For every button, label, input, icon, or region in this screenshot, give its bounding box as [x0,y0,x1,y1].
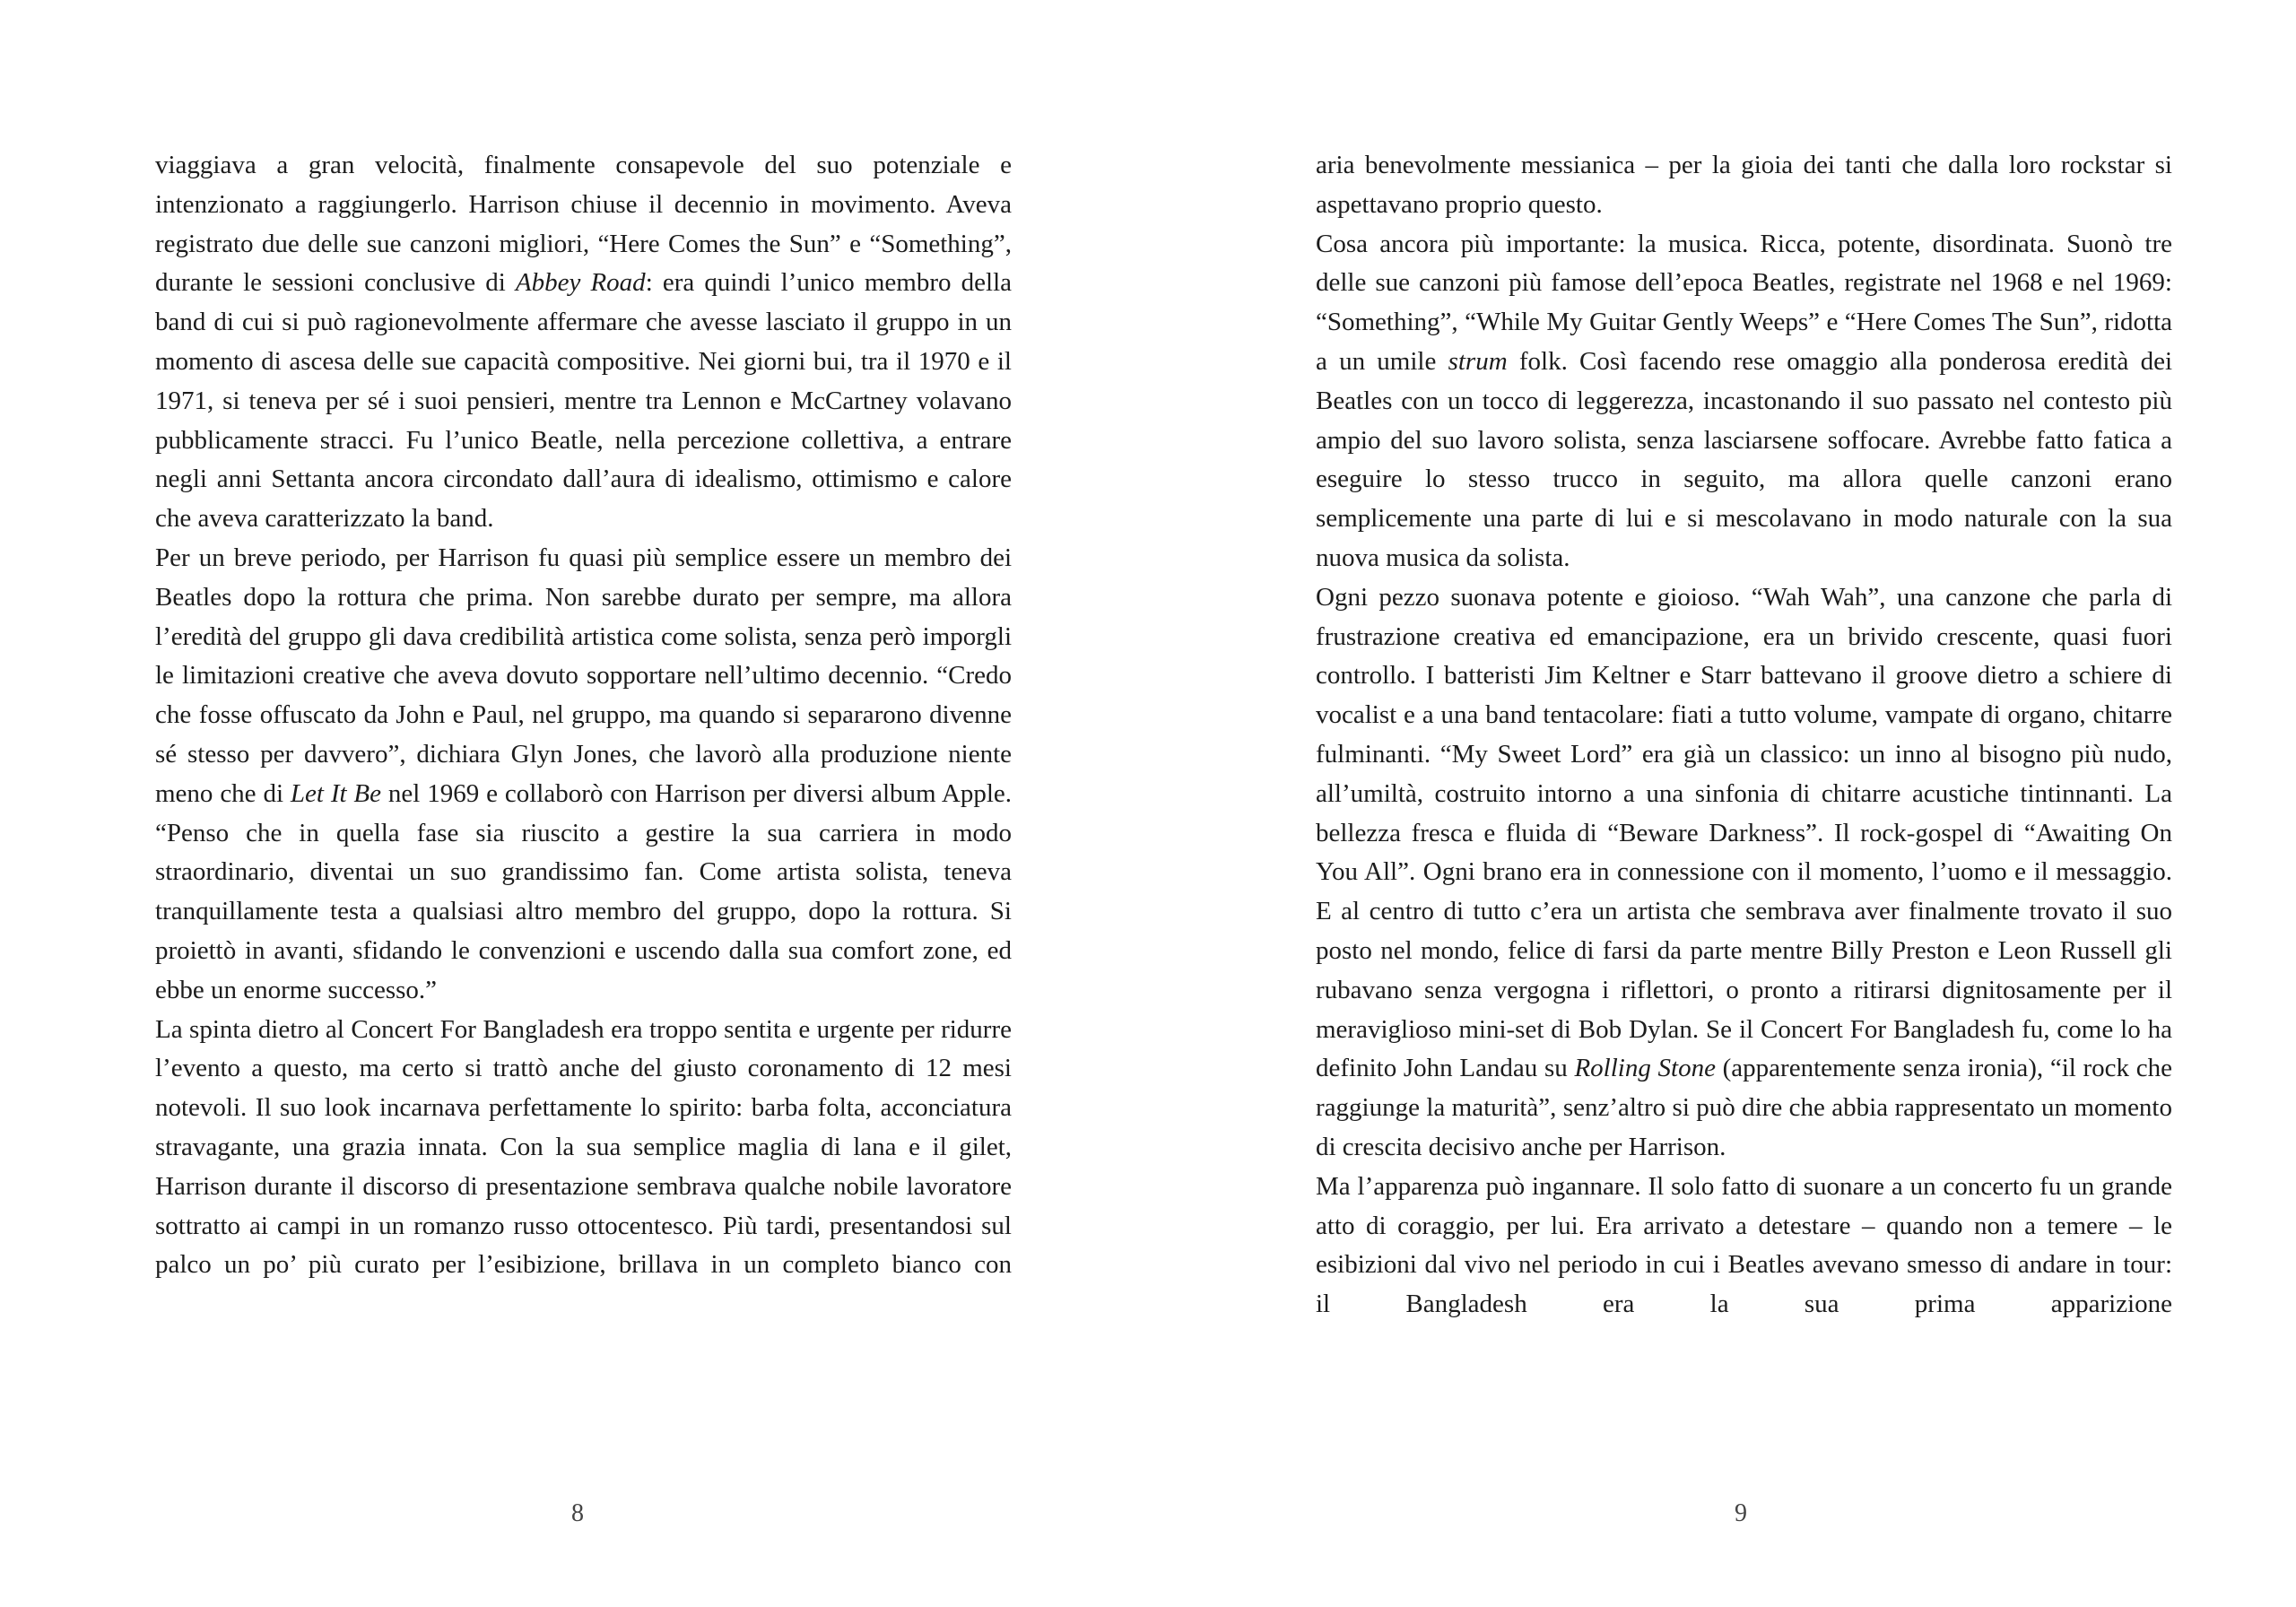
italic-title: Abbey Road [515,268,646,298]
page-number: 9 [1735,1499,1747,1527]
text-run: folk. Così facendo rese omaggio alla ponderosa eredità dei Beatles con un tocco di leggerezza, incastonando il suo passato nel contesto più ampio del suo lavoro solista, senza lasciarsene soffocare. Avrebbe fatto fatica a eseguire lo stesso trucco in seguito, ma allora quelle canzoni erano semplicemente una parte di lui e si mescolavano in modo naturale con la sua nuova musica da solista. [1316,346,2173,572]
paragraph [1316,1168,2172,1325]
paragraph [155,1011,1012,1286]
italic-title: Rolling Stone [1574,1054,1716,1083]
paragraph [1316,225,2172,578]
text-run: (apparentemente senza ironia), “il rock che raggiunge la maturità”, senz’altro si può dire che abbia rappresentato un momento di crescita decisivo anche per Harrison. [1316,1054,2172,1161]
paragraph [155,539,1012,1011]
text-run: La spinta dietro al Concert For Bangladesh era troppo sentita e urgente per ridurre l’evento a questo, ma certo si trattò anche del giusto coronamento di 12 mesi notevoli. Il suo look incarnava perfettamente lo spirito: barba folta, acconciatura stravagante, una grazia innata. Con la sua semplice maglia di lana e il gilet, Harrison durante il discorso di presentazione sembrava qualche nobile lavoratore sottratto ai campi in un romanzo russo ottocentesco. Più tardi, presentandosi sul palco un po’ più curato per l’esibizione, brillava in un completo bianco con [155,1014,1012,1280]
text-run: nel 1969 e collaborò con Harrison per diversi album Apple. “Penso che in quella fase sia riuscito a gestire la sua carriera in modo straordinario, diventai un suo grandissimo fan. Come artista solista, teneva tranquillamente testa a qualsiasi altro membro del gruppo, dopo la rottura. Si proiettò in avanti, sfidando le convenzioni e uscendo dalla sua comfort zone, ed ebbe un enorme successo.” [155,778,1013,1004]
text-run: viaggiava a gran velocità, finalmente consapevole del suo potenziale e intenzionato a raggiungerlo. Harrison chiuse il decennio in movimento. Aveva registrato due delle sue canzoni migliori, “Here Comes the Sun” e “Something”, durante le sessioni conclusive di [155,151,1012,298]
paragraph [1316,146,2172,225]
page-number: 8 [571,1499,584,1527]
right-page-body [1316,146,2172,1325]
text-run: : era quindi l’unico membro della band di cui si può ragionevolmente affermare che avesse lasciato il gruppo in un momento di ascesa delle sue capacità compositive. Nei giorni bui, tra il 1970 e il 1971, si teneva per sé i suoi pensieri, mentre tra Lennon e McCartney volavano pubblicamente stracci. Fu l’unico Beatle, nella percezione collettiva, a entrare negli anni Settanta ancora circondato dall’aura di idealismo, ottimismo e calore che aveva caratterizzato la band. [155,268,1012,534]
italic-title: Let It Be [290,778,382,808]
right-page [1148,0,2296,1607]
left-page-body [155,146,1012,1285]
text-run: Per un breve periodo, per Harrison fu quasi più semplice essere un membro dei Beatles dopo la rottura che prima. Non sarebbe durato per sempre, ma allora l’eredità del gruppo gli dava credibilità artistica come solista, senza però imporgli le limitazioni creative che aveva dovuto sopportare nell’ultimo decennio. “Credo che fosse offuscato da John e Paul, nel gruppo, ma quando si separarono divenne sé stesso per davvero”, dichiara Glyn Jones, che lavorò alla produzione niente meno che di [155,543,1012,808]
text-run: Cosa ancora più importante: la musica. Ricca, potente, disordinata. Suonò tre delle sue canzoni più famose dell’epoca Beatles, registrate nel 1968 e nel 1969: “Something”, “While My Guitar Gently Weeps” e “Here Comes The Sun”, ridotta a un umile [1316,229,2172,376]
italic-title: strum [1448,346,1508,376]
text-run: aria benevolmente messianica – per la gioia dei tanti che dalla loro rockstar si aspettavano proprio questo. [1316,151,2172,219]
text-run: Ma l’apparenza può ingannare. Il solo fatto di suonare a un concerto fu un grande atto di coraggio, per lui. Era arrivato a detestare – quando non a temere – le esibizioni dal vivo nel periodo in cui i Beatles avevano smesso di andare in tour: il Bangladesh era la sua prima apparizione [1316,1171,2172,1319]
text-run: Ogni pezzo suonava potente e gioioso. “Wah Wah”, una canzone che parla di frustrazione creativa ed emancipazione, era un brivido crescente, quasi fuori controllo. I batteristi Jim Keltner e Starr battevano il groove dietro a schiere di vocalist e a una band tentacolare: fiati a tutto volume, vampate di organo, chitarre fulminanti. “My Sweet Lord” era già un classico: un inno al bisogno più nudo, all’umiltà, costruito intorno a una sinfonia di chitarre acustiche tintinnanti. La bellezza fresca e fluida di “Beware Darkness”. Il rock-gospel di “Awaiting On You All”. Ogni brano era in connessione con il momento, l’uomo e il messaggio. E al centro di tutto c’era un artista che sembrava aver finalmente trovato il suo posto nel mondo, felice di farsi da parte mentre Billy Preston e Leon Russell gli rubavano senza vergogna i riflettori, o pronto a ritirarsi dignitosamente per il meraviglioso mini-set di Bob Dylan. Se il Concert For Bangladesh fu, come lo ha definito John Landau su [1316,582,2172,1083]
paragraph [1316,578,2172,1168]
paragraph [155,146,1012,539]
